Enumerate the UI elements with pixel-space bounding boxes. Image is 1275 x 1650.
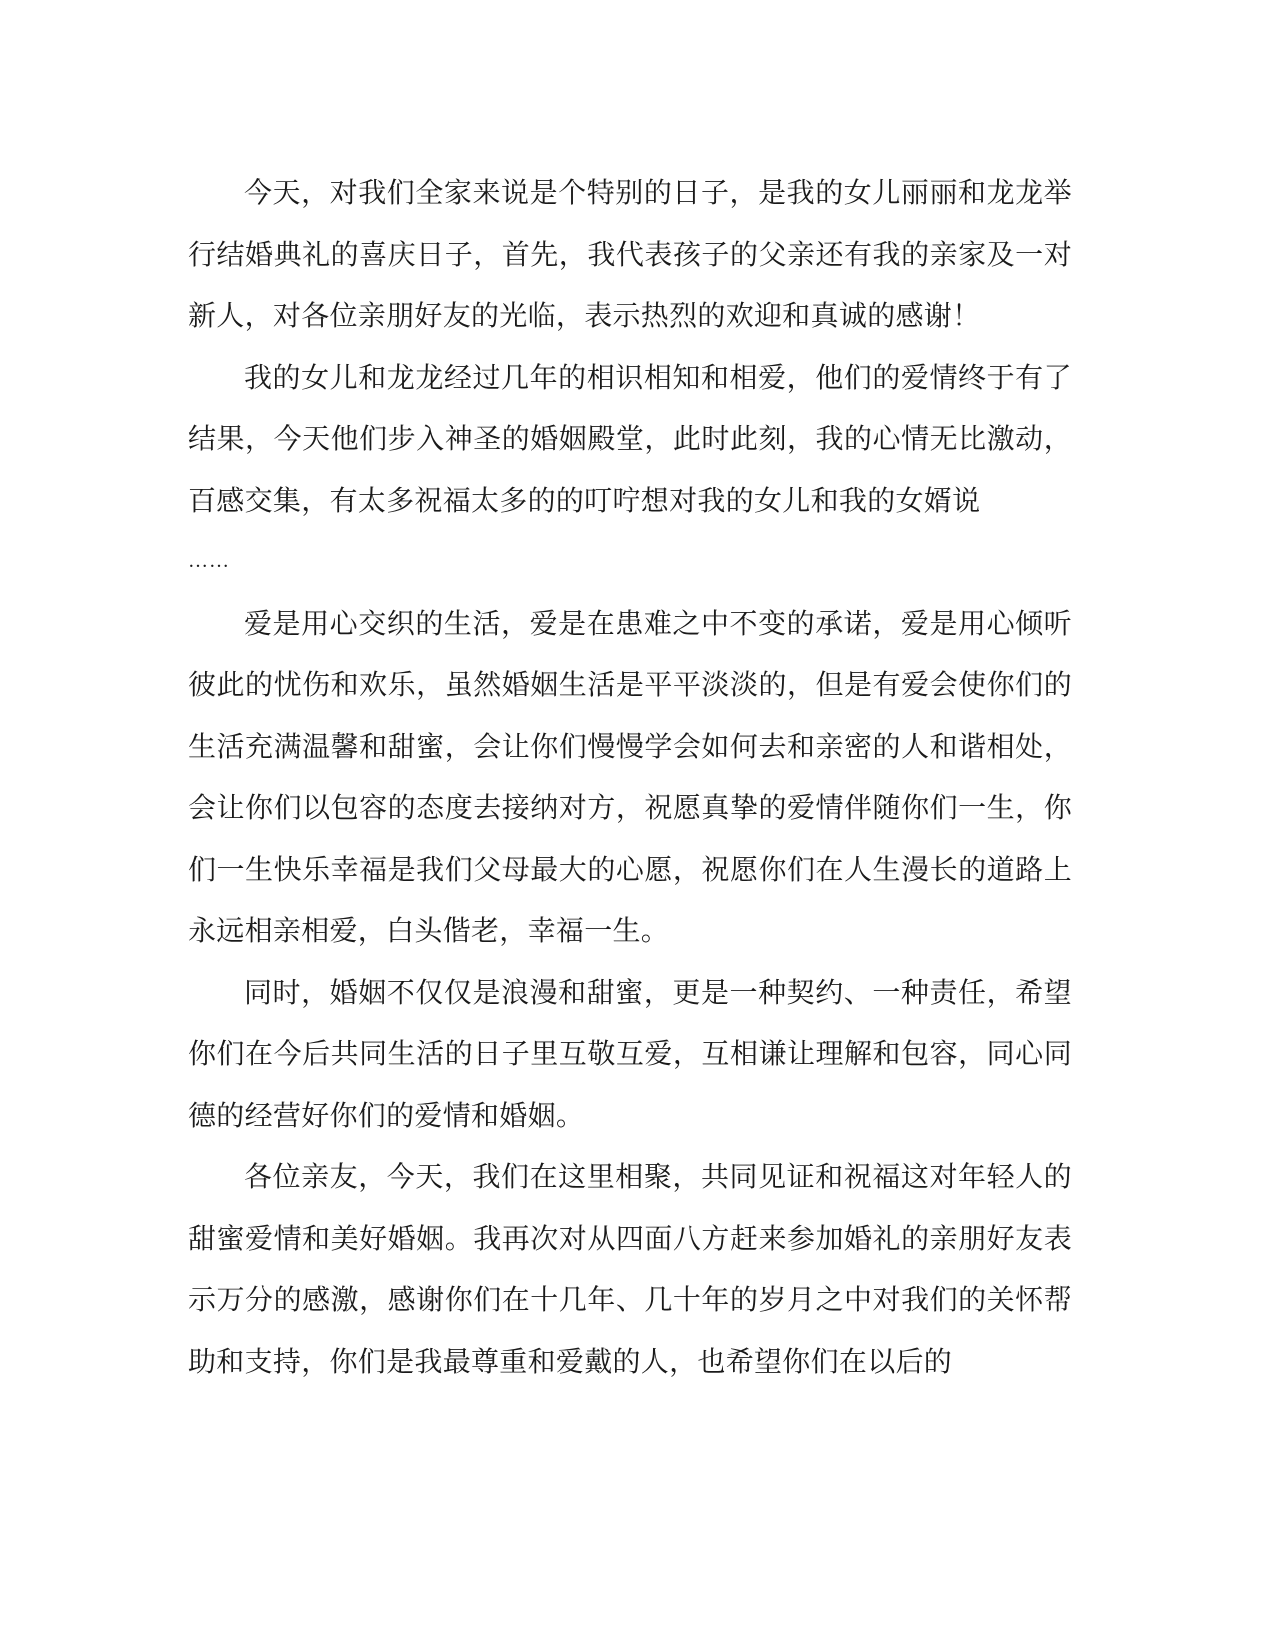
paragraph-responsibility: 同时，婚姻不仅仅是浪漫和甜蜜，更是一种契约、一种责任，希望你们在今后共同生活的日子里互敬互爱，互相谦让理解和包容，同心同德的经营好你们的爱情和婚姻。	[188, 975, 1072, 1132]
paragraph-blessing: 爱是用心交织的生活，爱是在患难之中不变的承诺，爱是用心倾听彼此的忧伤和欢乐，虽然婚姻生活是平平淡淡的，但是有爱会使你们的生活充满温馨和甜蜜，会让你们慢慢学会如何去和亲密的人和谐相处，会让你们以包容的态度去接纳对方，祝愿真挚的爱情伴随你们一生，你们一生快乐幸福是我们父母最大的心愿，祝愿你们在人生漫长的道路上永远相亲相爱，白头偕老，幸福一生。	[188, 606, 1072, 947]
paragraph-love-story: 我的女儿和龙龙经过几年的相识相知和相爱，他们的爱情终于有了结果，今天他们步入神圣的婚姻殿堂，此时此刻，我的心情无比激动，百感交集，有太多祝福太多的的叮咛想对我的女儿和我的女婿说	[188, 360, 1072, 517]
paragraph-thanks-guests: 各位亲友，今天，我们在这里相聚，共同见证和祝福这对年轻人的甜蜜爱情和美好婚姻。我再次对从四面八方赶来参加婚礼的亲朋好友表示万分的感激，感谢你们在十几年、几十年的岁月之中对我们的关怀帮助和支持，你们是我最尊重和爱戴的人，也希望你们在以后的	[188, 1160, 1072, 1378]
paragraph-ellipsis: ……	[188, 550, 230, 572]
document-body	[188, 162, 1072, 1392]
paragraph-welcome: 今天，对我们全家来说是个特别的日子，是我的女儿丽丽和龙龙举行结婚典礼的喜庆日子，首先，我代表孩子的父亲还有我的亲家及一对新人，对各位亲朋好友的光临，表示热烈的欢迎和真诚的感谢！	[188, 176, 1072, 332]
